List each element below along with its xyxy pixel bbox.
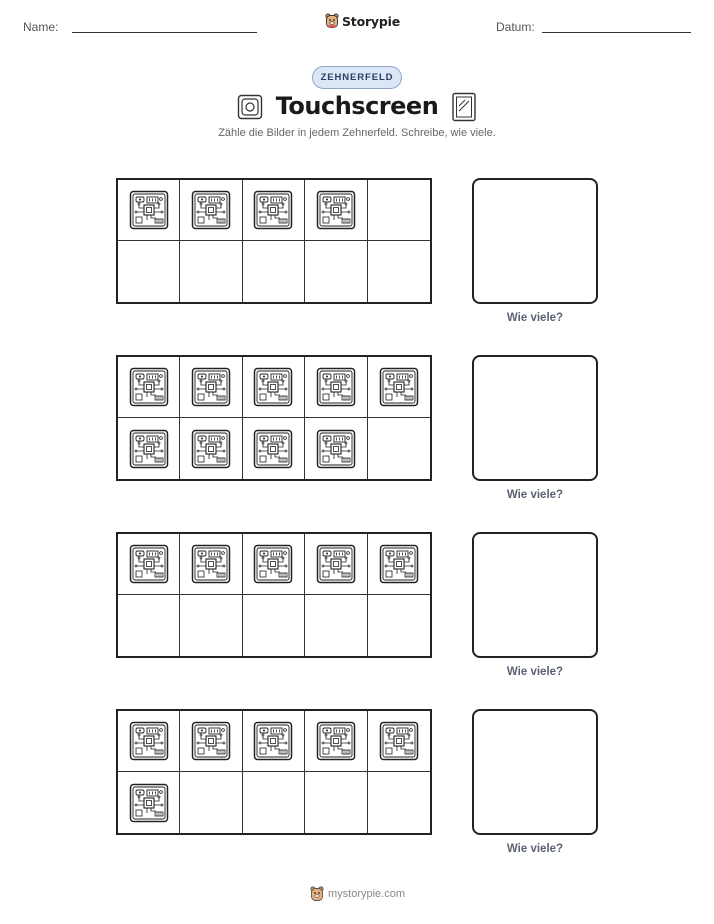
ten-frame-cell [305, 595, 367, 656]
page-title: Touchscreen [275, 92, 439, 120]
ten-frame-cell [305, 711, 367, 772]
brand-name: Storypie [342, 13, 400, 29]
answer-label-1: Wie viele? [506, 312, 564, 324]
ten-frame-cell [118, 534, 180, 595]
ten-frame-cell [368, 241, 430, 302]
bear-icon [325, 13, 339, 29]
name-label: Name: [23, 20, 59, 34]
circuit-chip-icon [379, 367, 419, 407]
ten-frame-cell [368, 534, 430, 595]
circuit-chip-icon [379, 721, 419, 761]
footer-url: mystorypie.com [328, 888, 406, 900]
circuit-chip-icon [129, 783, 169, 823]
circuit-chip-icon [253, 367, 293, 407]
brand-logo [325, 13, 400, 29]
ten-frame-cell [180, 357, 242, 418]
circuit-chip-icon [191, 544, 231, 584]
ten-frame-cell [180, 180, 242, 241]
ten-frame-4 [116, 709, 432, 835]
date-label: Datum: [496, 20, 535, 34]
ten-frame-cell [118, 595, 180, 656]
circuit-chip-icon [316, 721, 356, 761]
date-line[interactable] [542, 32, 691, 33]
ten-frame-cell [243, 418, 305, 479]
circuit-chip-icon [129, 429, 169, 469]
ten-frame-cell [305, 180, 367, 241]
ten-frame-1 [116, 178, 432, 304]
circuit-chip-icon [316, 544, 356, 584]
ten-frame-cell [305, 357, 367, 418]
ten-frame-cell [118, 418, 180, 479]
ten-frame-cell [118, 357, 180, 418]
circuit-chip-icon [316, 190, 356, 230]
circuit-chip-icon [316, 367, 356, 407]
ten-frame-cell [368, 595, 430, 656]
ten-frame-cell [305, 772, 367, 833]
ten-frame-cell [180, 534, 242, 595]
circuit-chip-icon [129, 721, 169, 761]
ten-frame-cell [243, 180, 305, 241]
circuit-chip-icon [316, 429, 356, 469]
ten-frame-cell [243, 357, 305, 418]
ten-frame-cell [180, 711, 242, 772]
ten-frame-3 [116, 532, 432, 658]
ten-frame-cell [180, 772, 242, 833]
ten-frame-cell [118, 772, 180, 833]
answer-label-4: Wie viele? [506, 843, 564, 855]
circuit-chip-icon [379, 544, 419, 584]
worksheet-type-badge: ZEHNERFELD [312, 66, 402, 89]
circuit-chip-icon [191, 367, 231, 407]
circuit-chip-icon [129, 544, 169, 584]
bear-icon [310, 886, 324, 902]
answer-label-2: Wie viele? [506, 489, 564, 501]
ten-frame-cell [243, 534, 305, 595]
screen-icon [451, 92, 477, 122]
ten-frame-cell [118, 180, 180, 241]
ten-frame-cell [305, 241, 367, 302]
name-line[interactable] [72, 32, 257, 33]
ten-frame-cell [243, 595, 305, 656]
ten-frame-cell [118, 241, 180, 302]
circuit-chip-icon [191, 429, 231, 469]
answer-box-2[interactable] [472, 355, 598, 481]
ten-frame-cell [305, 534, 367, 595]
circuit-chip-icon [191, 721, 231, 761]
ten-frame-cell [368, 772, 430, 833]
circuit-chip-icon [129, 367, 169, 407]
ten-frame-cell [243, 772, 305, 833]
ten-frame-cell [243, 711, 305, 772]
ten-frame-cell [305, 418, 367, 479]
ten-frame-cell [180, 241, 242, 302]
answer-box-4[interactable] [472, 709, 598, 835]
ten-frame-cell [180, 595, 242, 656]
ten-frame-cell [118, 711, 180, 772]
ten-frame-cell [368, 357, 430, 418]
circuit-chip-icon [253, 190, 293, 230]
ten-frame-cell [368, 180, 430, 241]
ten-frame-cell [180, 418, 242, 479]
footer [310, 886, 405, 902]
ten-frame-2 [116, 355, 432, 481]
circuit-chip-icon [253, 429, 293, 469]
ten-frame-cell [368, 418, 430, 479]
circuit-chip-icon [129, 190, 169, 230]
ten-frame-cell [243, 241, 305, 302]
circuit-chip-icon [191, 190, 231, 230]
circuit-chip-icon [253, 544, 293, 584]
answer-box-3[interactable] [472, 532, 598, 658]
ten-frame-cell [368, 711, 430, 772]
answer-box-1[interactable] [472, 178, 598, 304]
instructions: Zähle die Bilder in jedem Zehnerfeld. Schreibe, wie viele. [218, 127, 496, 139]
answer-label-3: Wie viele? [506, 666, 564, 678]
circuit-chip-icon [253, 721, 293, 761]
